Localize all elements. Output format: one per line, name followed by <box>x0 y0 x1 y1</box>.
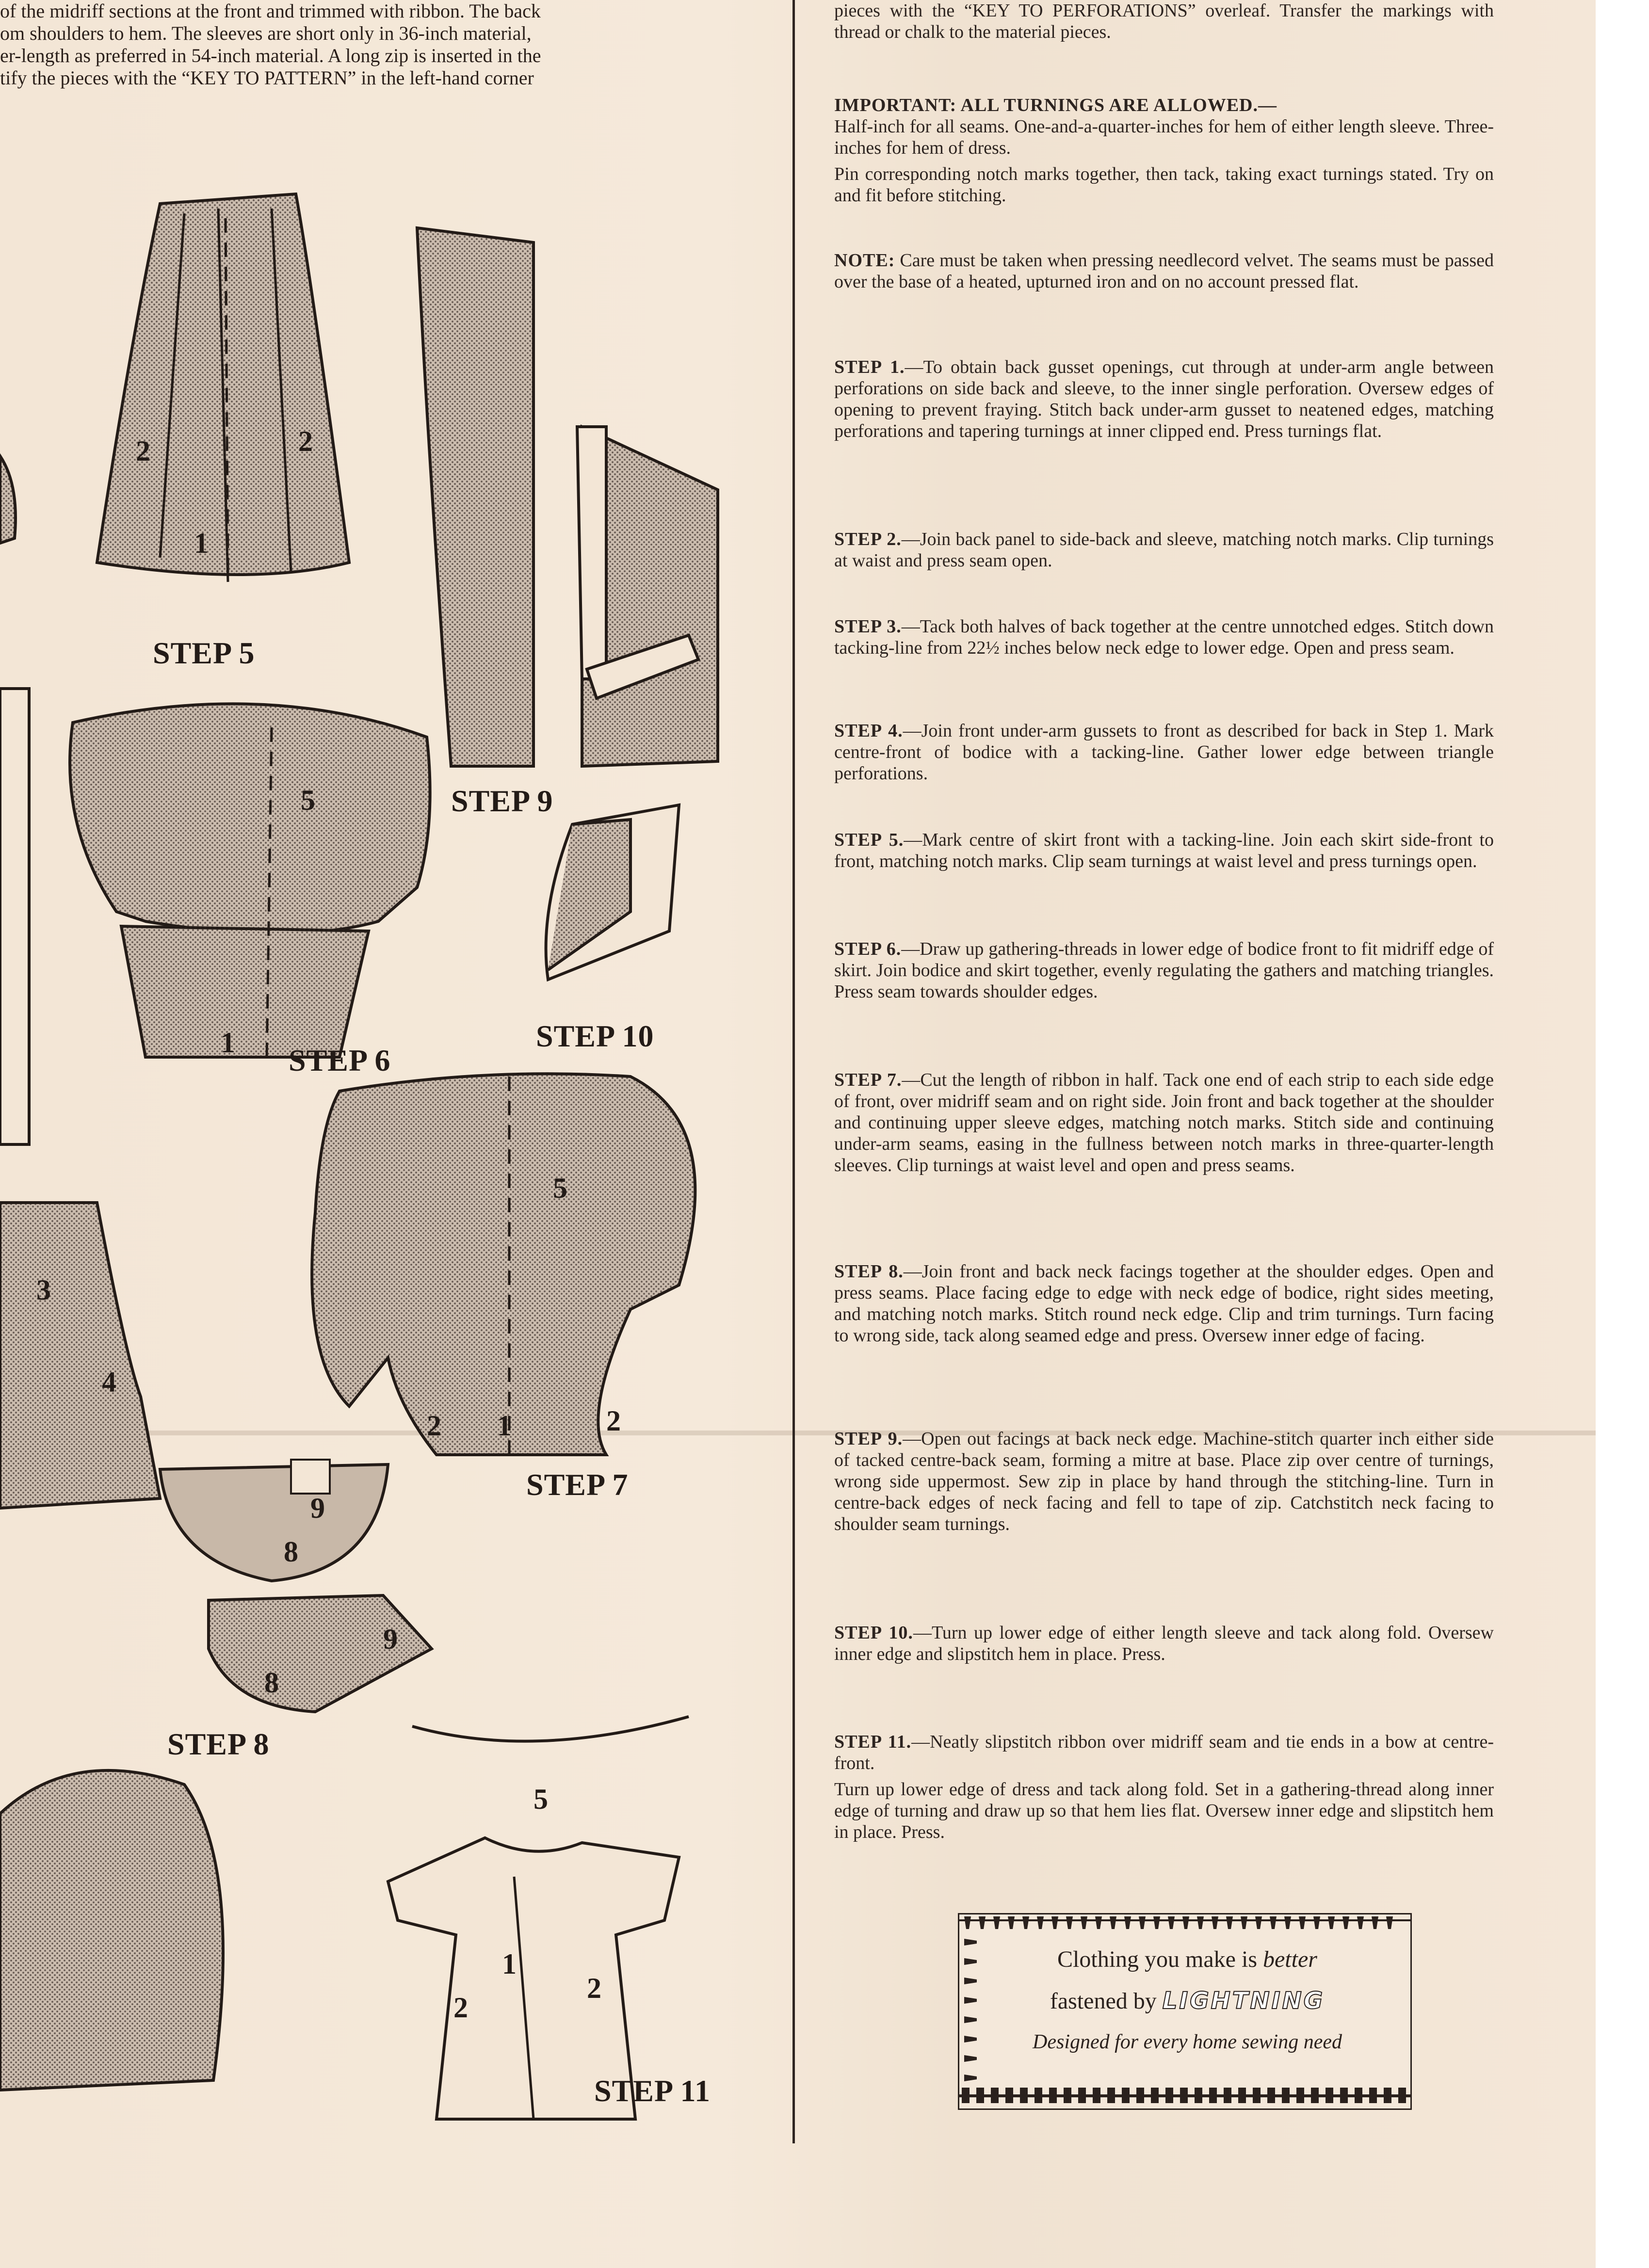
zip-teeth-top <box>959 1914 1410 1932</box>
construction-illustrations <box>0 0 791 2268</box>
step8-heading: STEP 8. <box>834 1261 904 1282</box>
step6-bodice-drawing <box>70 704 430 933</box>
piece-number: 1 <box>502 1948 517 1980</box>
step8-text: —Join front and back neck facings together at the shoulder edges. Open and press seams. Place facing edge to edge with neck edge of bodice, right sides meeting, and matching notch marks. Stitch round neck edge. Clip and trim turnings. Turn facing to wrong side, tack along seamed edge and press. Oversew inner edge of facing. <box>834 1261 1494 1346</box>
step4-heading: STEP 4. <box>834 721 903 741</box>
piece-number: 5 <box>553 1172 567 1204</box>
piece-number: 2 <box>136 435 150 467</box>
ad-line-2 <box>988 1987 1386 2015</box>
important-paragraph <box>834 95 1494 206</box>
step10-heading: STEP 10. <box>834 1623 913 1643</box>
step11-heading: STEP 11. <box>834 1732 912 1752</box>
transfer-paragraph <box>834 0 1494 43</box>
piece-number: 1 <box>194 527 209 559</box>
important-heading: IMPORTANT: ALL TURNINGS ARE ALLOWED.— <box>834 95 1277 115</box>
important-text: Half-inch for all seams. One-and-a-quarter-inches for hem of either length sleeve. Three-inches for hem of dress. <box>834 116 1494 158</box>
intro-line: er-length as preferred in 54-inch material. A long zip is inserted in the <box>0 45 541 66</box>
piece-number: 9 <box>383 1623 398 1655</box>
note-paragraph <box>834 250 1494 292</box>
step11-label: STEP 11 <box>594 2074 711 2108</box>
piece-number: 5 <box>534 1783 548 1815</box>
ad-text-italic: better <box>1263 1946 1317 1972</box>
step4-paragraph <box>834 720 1494 784</box>
pin-text: Pin corresponding notch marks together, then tack, taking exact turnings stated. Try on and fit before stitching. <box>834 164 1494 206</box>
step1-heading: STEP 1. <box>834 357 905 377</box>
step9-heading: STEP 9. <box>834 1429 903 1449</box>
step7-text: —Cut the length of ribbon in half. Tack one end of each strip to each side edge of front, over midriff seam and on right side. Join front and back together at the shoulder and continuing upper sleeve edges, matching notch marks. Stitch side and continuing under-arm seams, easing in the fullness between notch marks in three-quarter-length sleeves. Clip turnings at waist level and open and press seams. <box>834 1070 1494 1175</box>
ad-line-1 <box>988 1946 1386 1973</box>
step2-text: —Join back panel to side-back and sleeve, matching notch marks. Clip turnings at waist and press seam open. <box>834 529 1494 571</box>
step5-heading: STEP 5. <box>834 830 904 850</box>
step11-text: —Neatly slipstitch ribbon over midriff seam and tie ends in a bow at centre-front. <box>834 1732 1494 1773</box>
zip-teeth-bottom <box>959 2087 1410 2104</box>
step10-text: —Turn up lower edge of either length sleeve and tack along fold. Oversew inner edge and slipstitch hem in place. Press. <box>834 1623 1494 1664</box>
intro-line: of the midriff sections at the front and trimmed with ribbon. The back <box>0 0 541 22</box>
piece-number: 3 <box>36 1274 51 1306</box>
step5-paragraph <box>834 829 1494 872</box>
step4-text: —Join front under-arm gussets to front as described for back in Step 1. Mark centre-front of bodice with a tacking-line. Gather lower edge between triangle perforations. <box>834 721 1494 784</box>
step6-text: —Draw up gathering-threads in lower edge of bodice front to fit midriff edge of skirt. Join bodice and skirt together, evenly regulating the gathers and matching triangles. Press seam towards shoulder edges. <box>834 939 1494 1002</box>
step8-label: STEP 8 <box>167 1727 270 1761</box>
intro-line: tify the pieces with the “KEY TO PATTERN” in the left-hand corner <box>0 67 534 89</box>
note-heading: NOTE: <box>834 250 895 271</box>
zip-teeth-side <box>962 1934 980 2089</box>
step5-label: STEP 5 <box>153 636 255 670</box>
step9-text: —Open out facings at back neck edge. Machine-stitch quarter inch either side of tacked centre-back seam, forming a mitre at base. Place zip over centre of turnings, wrong side uppermost. Sew zip in place by hand through the stitching-line. Turn in centre-back edges of neck facing and fell to tape of zip. Catchstitch neck facing to shoulder seam turnings. <box>834 1429 1494 1534</box>
piece-number: 4 <box>102 1366 116 1398</box>
piece-number: 5 <box>301 784 315 816</box>
step3-heading: STEP 3. <box>834 616 902 637</box>
step1-paragraph <box>834 356 1494 442</box>
step8-facing-drawing <box>160 1464 388 1581</box>
piece-number: 9 <box>310 1492 325 1524</box>
piece-number: 2 <box>453 1992 468 2024</box>
step11-paragraph <box>834 1731 1494 1843</box>
lightning-advert <box>958 1913 1412 2110</box>
piece-number: 2 <box>427 1410 441 1442</box>
step6-paragraph <box>834 938 1494 1002</box>
step6-heading: STEP 6. <box>834 939 902 959</box>
step3-text: —Tack both halves of back together at the centre unnotched edges. Stitch down tacking-line from 22½ inches below neck edge to lower edge. Open and press seam. <box>834 616 1494 658</box>
piece-number: 1 <box>221 1027 235 1059</box>
transfer-text: pieces with the “KEY TO PERFORATIONS” overleaf. Transfer the markings with thread or chalk to the material pieces. <box>834 0 1494 42</box>
step7-bodice-drawing <box>312 1074 695 1455</box>
step7-heading: STEP 7. <box>834 1070 902 1090</box>
step3-paragraph <box>834 616 1494 659</box>
lightning-logo: LIGHTNING <box>1162 1987 1325 2014</box>
final-text: Turn up lower edge of dress and tack along fold. Set in a gathering-thread along inner edge of turning and draw up so that hem lies flat. Oversew inner edge and slipstitch hem in place. Press. <box>834 1779 1494 1842</box>
page-margin <box>1596 0 1649 2268</box>
left-panel-drawing <box>0 1203 160 1508</box>
intro-line: om shoulders to hem. The sleeves are short only in 36-inch material, <box>0 22 532 44</box>
step1-text: —To obtain back gusset openings, cut through at under-arm angle between perforations on side back and sleeve, to the inner single perforation. Oversew edges of opening to prevent fraying. Stitch back under-arm gusset to neatened edges, matching perforations and tapering turnings at inner clipped end. Press turnings flat. <box>834 357 1494 441</box>
piece-number: 8 <box>264 1667 279 1699</box>
bottom-sleeve-drawing <box>0 1770 223 2090</box>
piece-number: 2 <box>587 1972 601 2004</box>
ad-text: Clothing you make is <box>1057 1946 1263 1972</box>
step9-label: STEP 9 <box>451 784 553 818</box>
step6-label: STEP 6 <box>289 1043 391 1078</box>
column-divider <box>792 0 795 2143</box>
step9-paragraph <box>834 1428 1494 1535</box>
step7-label: STEP 7 <box>526 1467 629 1502</box>
step2-heading: STEP 2. <box>834 529 902 549</box>
step7-paragraph <box>834 1069 1494 1176</box>
step9-zip-drawing <box>417 228 534 766</box>
step8-paragraph <box>834 1261 1494 1346</box>
piece-number: 2 <box>298 425 313 457</box>
step10-label: STEP 10 <box>536 1019 654 1053</box>
note-text: Care must be taken when pressing needlecord velvet. The seams must be passed over the base of a heated, upturned iron and on no account pressed flat. <box>834 250 1494 292</box>
step5-text: —Mark centre of skirt front with a tacking-line. Join each skirt side-front to front, matching notch marks. Clip seam turnings at waist level and press turnings open. <box>834 830 1494 871</box>
piece-number: 8 <box>284 1536 298 1568</box>
ad-text: fastened by <box>1050 1988 1163 2014</box>
piece-number: 1 <box>497 1410 512 1442</box>
piece-number: 2 <box>606 1405 621 1437</box>
ad-line-3: Designed for every home sewing need <box>1033 2031 1342 2053</box>
step2-paragraph <box>834 529 1494 571</box>
step10-paragraph <box>834 1622 1494 1665</box>
